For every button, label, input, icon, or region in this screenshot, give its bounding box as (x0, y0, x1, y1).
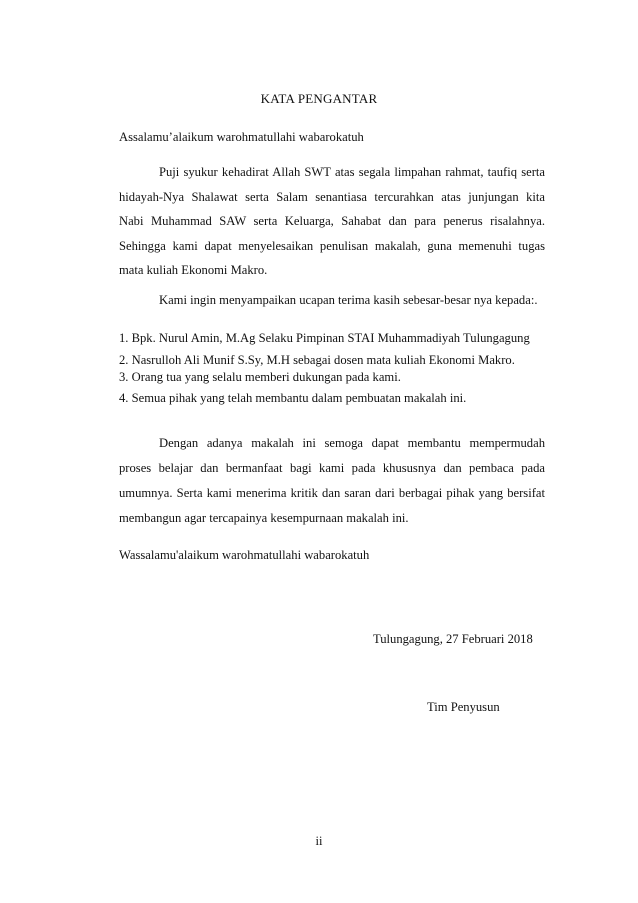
opening-paragraph (119, 160, 545, 283)
paragraph-line: membangun agar tercapainya kesempurnaan makalah ini. (119, 511, 409, 525)
closing-greeting: Wassalamu'alaikum warohmatullahi wabarokatuh (119, 548, 370, 562)
paragraph-line: Puji syukur kehadirat Allah SWT atas segala limpahan rahmat, taufiq serta (159, 165, 545, 179)
thanks-intro: Kami ingin menyampaikan ucapan terima kasih sebesar-besar nya kepada:. (159, 293, 538, 307)
page-title: KATA PENGANTAR (260, 91, 378, 106)
opening-greeting: Assalamu’alaikum warohmatullahi wabarokatuh (119, 130, 364, 144)
thanks-list (119, 328, 530, 407)
paragraph-line: umumnya. Serta kami menerima kritik dan saran dari berbagai pihak yang bersifat (119, 486, 545, 500)
place-and-date: Tulungagung, 27 Februari 2018 (373, 632, 533, 646)
list-item: 3. Orang tua yang selalu memberi dukungan pada kami. (119, 370, 401, 384)
list-item: 2. Nasrulloh Ali Munif S.Sy, M.H sebagai dosen mata kuliah Ekonomi Makro. (119, 353, 515, 367)
paragraph-line: mata kuliah Ekonomi Makro. (119, 263, 268, 277)
paragraph-line: hidayah-Nya Shalawat serta Salam senantiasa tercurahkan atas junjungan kita (119, 189, 545, 204)
paragraph-line: Dengan adanya makalah ini semoga dapat membantu mempermudah (159, 436, 545, 450)
paragraph-line: Sehingga kami dapat menyelesaikan penulisan makalah, guna memenuhi tugas (119, 238, 545, 253)
list-item: 1. Bpk. Nurul Amin, M.Ag Selaku Pimpinan STAI Muhammadiyah Tulungagung (119, 331, 530, 345)
paragraph-line: proses belajar dan bermanfaat bagi kami pada khususnya dan pembaca pada (119, 461, 545, 475)
hope-paragraph (119, 431, 545, 531)
paragraph-line: Nabi Muhammad SAW serta Keluarga, Sahabat dan para penerus risalahnya. (119, 214, 545, 228)
signer-name: Tim Penyusun (427, 700, 500, 714)
page-number: ii (315, 834, 323, 848)
list-item: 4. Semua pihak yang telah membantu dalam pembuatan makalah ini. (119, 391, 467, 405)
